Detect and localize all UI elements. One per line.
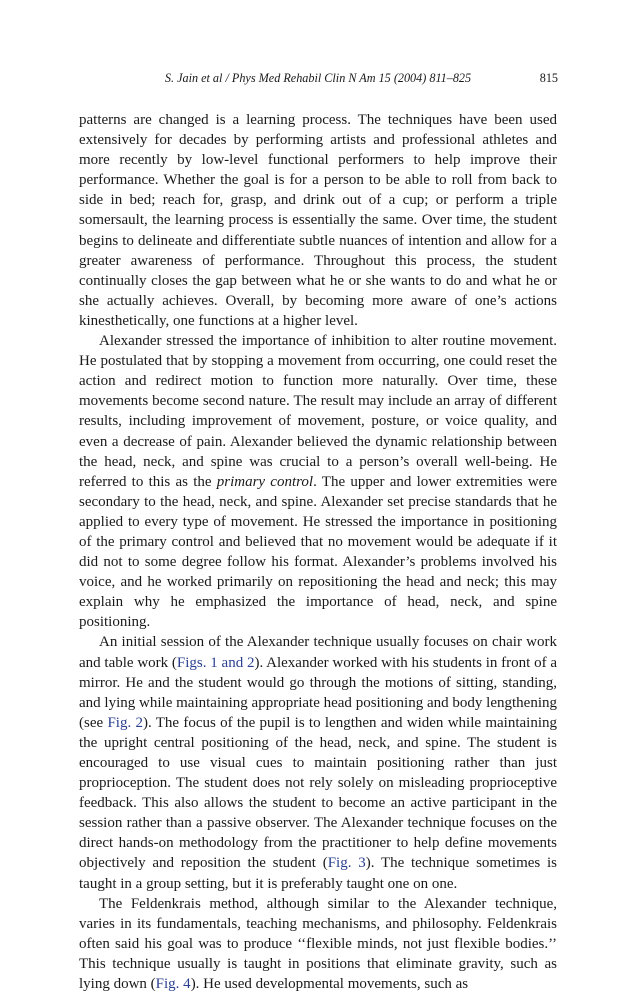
- paragraph-2: [79, 331, 557, 632]
- paragraph-4: [79, 894, 557, 994]
- text-run: patterns are changed is a learning process. The techniques have been used extensively for decades by performing artists and professional athletes and more recently by low-level functional performers to help improve their performance. Whether the goal is for a person to be able to roll from back to side in bed; reach for, grasp, and drink out of a cup; or perform a triple somersault, the learning process is essentially the same. Over time, the student begins to delineate and differentiate subtle nuances of intention and allow for a greater awareness of performance. Throughout this process, the student continually closes the gap between what he or she wants to do and what he or she actually achieves. Overall, by becoming more aware of one’s actions kinesthetically, one functions at a higher level.: [79, 112, 557, 329]
- text-run: ). The focus of the pupil is to lengthen and widen while maintaining the upright central positioning of the head, neck, and spine. The student is encouraged to use visual cues to maintain positioning rather than just proprioception. The student does not rely solely on misleading proprioceptive feedback. This also allows the student to become an active participant in the session rather than a passive observer. The Alexander technique focuses on the direct hands-on methodology from the practitioner to help define movements objectively and reposition the student (: [79, 714, 557, 872]
- figure-ref-figs-1-2[interactable]: Figs. 1 and 2: [176, 654, 255, 671]
- text-run: An initial session of the Alexander technique usually focuses on chair work and table work (: [79, 634, 557, 671]
- running-head: S. Jain et al / Phys Med Rehabil Clin N Am 15 (2004) 811–825: [164, 71, 472, 85]
- figure-ref-fig-2[interactable]: Fig. 2: [107, 714, 143, 731]
- page-number: 815: [539, 71, 558, 85]
- text-run: ). Alexander worked with his students in front of a mirror. He and the student would go through the motions of sitting, standing, and lying while maintaining appropriate head positioning and body lengthening (see: [79, 654, 557, 731]
- text-run: ). The technique sometimes is taught in a group setting, but it is preferably taught one on one.: [79, 855, 557, 892]
- paragraph-3: [79, 632, 557, 893]
- primary-control-term: primary control: [216, 473, 314, 490]
- figure-ref-fig-4[interactable]: Fig. 4: [155, 976, 191, 993]
- text-run: The Feldenkrais method, although similar to the Alexander technique, varies in its fundamentals, teaching mechanisms, and philosophy. Feldenkrais often said his goal was to produce ‘‘flexible minds, not just flexible bodies.’’ This technique usually is taught in positions that eliminate gravity, such as lying down (: [79, 895, 557, 993]
- figure-ref-fig-3[interactable]: Fig. 3: [327, 855, 366, 872]
- text-run: ). He used developmental movements, such as: [190, 976, 469, 993]
- paragraph-1: [79, 110, 557, 331]
- text-run: . The upper and lower extremities were secondary to the head, neck, and spine. Alexander set precise standards that he applied to every type of movement. He stressed the importance in positioning of the primary control and believed that no movement would be adequate if it did not to some degree follow his format. Alexander’s problems involved his voice, and he worked primarily on repositioning the head and neck; this may explain why he emphasized the importance of head, neck, and spine positioning.: [79, 473, 557, 631]
- text-run: Alexander stressed the importance of inhibition to alter routine movement. He postulated that by stopping a movement from occurring, one could reset the action and redirect motion to function more naturally. Over time, these movements become second nature. The result may include an array of different results, including improvement of movement, posture, or voice quality, and even a decrease of pain. Alexander believed the dynamic relationship between the head, neck, and spine was crucial to a person’s overall well-being. He referred to this as the: [79, 333, 557, 490]
- article-body: [79, 110, 557, 994]
